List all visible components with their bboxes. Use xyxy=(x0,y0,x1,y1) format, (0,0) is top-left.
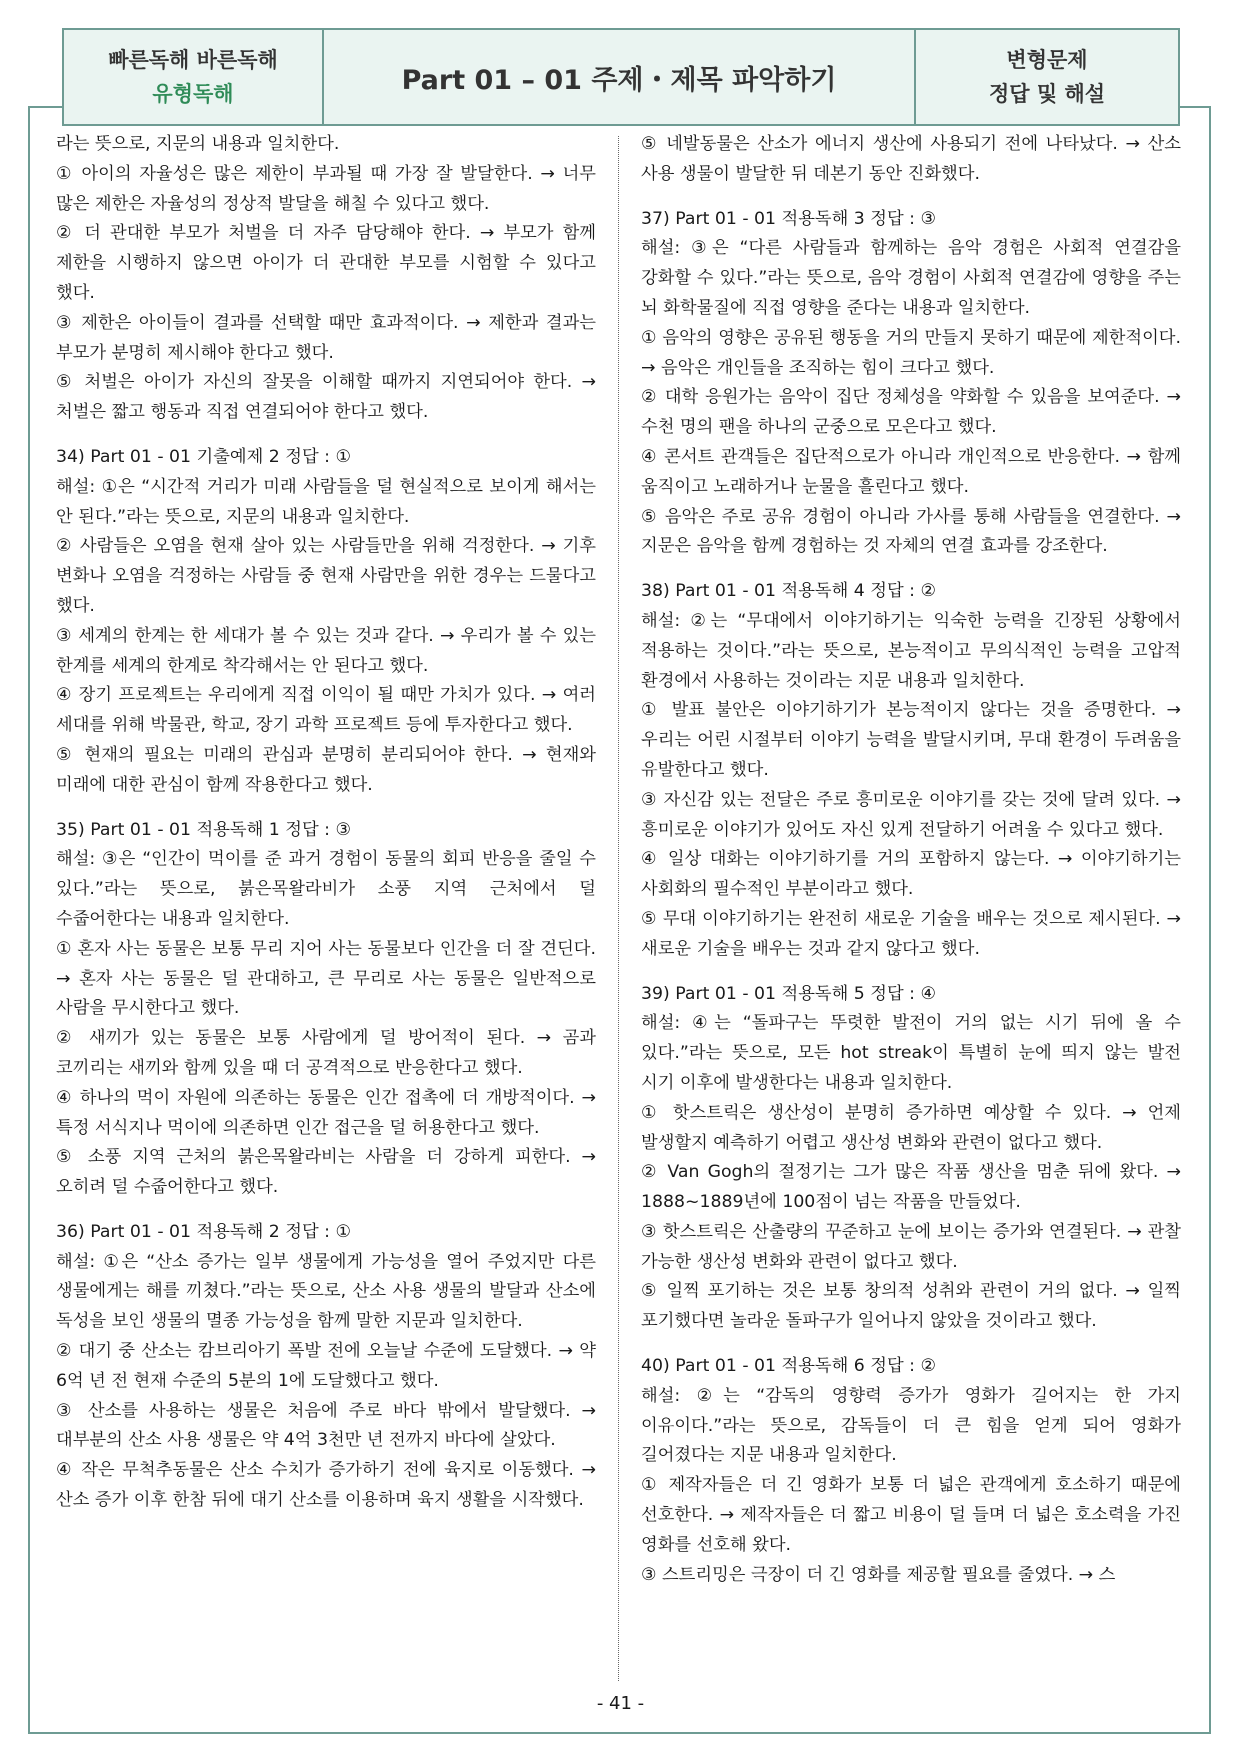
paragraph: ④ 작은 무척추동물은 산소 수치가 증가하기 전에 육지로 이동했다. → 산소 증가 이후 한참 뒤에 대기 산소를 이용하며 육지 생활을 시작했다. xyxy=(56,1460,596,1511)
column-divider xyxy=(618,136,619,1681)
book-title-cell xyxy=(64,30,324,124)
paragraph: 해설: ③은 “다른 사람들과 함께하는 음악 경험은 사회적 연결감을 강화할 수 있다.”라는 뜻으로, 음악 경험이 사회적 연결감에 영향을 주는 뇌 화학물질에 직접 영향을 준다는 내용과 일치한다. xyxy=(641,238,1181,318)
book-title: 빠른독해 바른독해 xyxy=(108,48,278,72)
paragraph: 39) Part 01 - 01 적용독해 5 정답 : ④ xyxy=(641,983,936,1004)
paragraph: ④ 장기 프로젝트는 우리에게 직접 이익이 될 때만 가치가 있다. → 여러 세대를 위해 박물관, 학교, 장기 과학 프로젝트 등에 투자한다고 했다. xyxy=(56,685,596,736)
paragraph: ④ 일상 대화는 이야기하기를 거의 포함하지 않는다. → 이야기하기는 사회화의 필수적인 부분이라고 했다. xyxy=(641,849,1181,900)
paragraph: 40) Part 01 - 01 적용독해 6 정답 : ② xyxy=(641,1356,936,1377)
paragraph: ① 음악의 영향은 공유된 행동을 거의 만들지 못하기 때문에 제한적이다. → 음악은 개인들을 조직하는 힘이 크다고 했다. xyxy=(641,327,1181,378)
paragraph: ① 혼자 사는 동물은 보통 무리 지어 사는 동물보다 인간을 더 잘 견딘다. → 혼자 사는 동물은 덜 관대하고, 큰 무리로 사는 동물은 일반적으로 사람을 무시한다고 했다. xyxy=(56,938,596,1019)
paragraph: ③ 세계의 한계는 한 세대가 볼 수 있는 것과 같다. → 우리가 볼 수 있는 한계를 세계의 한계로 착각해서는 안 된다고 했다. xyxy=(56,625,596,676)
paragraph: ④ 하나의 먹이 자원에 의존하는 동물은 인간 접촉에 더 개방적이다. → 특정 서식지나 먹이에 의존하면 인간 접근을 덜 허용한다고 했다. xyxy=(56,1087,596,1138)
paragraph: ① 아이의 자율성은 많은 제한이 부과될 때 가장 잘 발달한다. → 너무 많은 제한은 자율성의 정상적 발달을 해칠 수 있다고 했다. xyxy=(56,163,596,214)
paragraph: 34) Part 01 - 01 기출예제 2 정답 : ① xyxy=(56,446,351,467)
paragraph: ② 대학 응원가는 음악이 집단 정체성을 약화할 수 있음을 보여준다. → 수천 명의 팬을 하나의 군중으로 모은다고 했다. xyxy=(641,387,1181,438)
paragraph: ① 발표 불안은 이야기하기가 본능적이지 않다는 것을 증명한다. → 우리는 어린 시절부터 이야기 능력을 발달시키며, 무대 환경이 두려움을 유발한다고 했다. xyxy=(641,700,1181,780)
paragraph: ② 대기 중 산소는 캄브리아기 폭발 전에 오늘날 수준에 도달했다. → 약 6억 년 전 현재 수준의 5분의 1에 도달했다고 했다. xyxy=(56,1341,596,1391)
paragraph-gap xyxy=(641,1337,1181,1352)
paragraph-gap xyxy=(641,965,1181,980)
paragraph: ① 핫스트릭은 생산성이 분명히 증가하면 예상할 수 있다. → 언제 발생할지 예측하기 어렵고 생산성 변화와 관련이 없다고 했다. xyxy=(641,1102,1181,1153)
paragraph-gap xyxy=(641,562,1181,577)
paragraph: ⑤ 현재의 필요는 미래의 관심과 분명히 분리되어야 한다. → 현재와 미래에 대한 관심이 함께 작용한다고 했다. xyxy=(56,744,596,795)
paragraph: ② 더 관대한 부모가 처벌을 더 자주 담당해야 한다. → 부모가 함께 제한을 시행하지 않으면 아이가 더 관대한 부모를 시험할 수 있다고 했다. xyxy=(56,223,596,303)
paragraph: ⑤ 음악은 주로 공유 경험이 아니라 가사를 통해 사람들을 연결한다. → 지문은 음악을 함께 경험하는 것 자체의 연결 효과를 강조한다. xyxy=(641,506,1181,557)
paragraph: 해설: ②는 “무대에서 이야기하기는 익숙한 능력을 긴장된 상황에서 적용하는 것이다.”라는 뜻으로, 본능적이고 무의식적인 능력을 고압적 환경에서 사용하는 것이라는 지문 내용과 일치한다. xyxy=(641,610,1181,691)
paragraph: ① 제작자들은 더 긴 영화가 보통 더 넓은 관객에게 호소하기 때문에 선호한다. → 제작자들은 더 짧고 비용이 덜 들며 더 넓은 호소력을 가진 영화를 선호해 왔다. xyxy=(641,1475,1181,1555)
section-sublabel: 정답 및 해설 xyxy=(988,82,1106,106)
paragraph: ③ 자신감 있는 전달은 주로 흥미로운 이야기를 갖는 것에 달려 있다. → 흥미로운 이야기가 있어도 자신 있게 전달하기 어려울 수 있다고 했다. xyxy=(641,789,1181,840)
paragraph-gap xyxy=(641,190,1181,205)
book-subtitle: 유형독해 xyxy=(152,82,234,106)
paragraph: ⑤ 소풍 지역 근처의 붉은목왈라비는 사람을 더 강하게 피한다. → 오히려 덜 수줍어한다고 했다. xyxy=(56,1147,596,1198)
paragraph: ③ 제한은 아이들이 결과를 선택할 때만 효과적이다. → 제한과 결과는 부모가 분명히 제시해야 한다고 했다. xyxy=(56,312,596,363)
paragraph-gap xyxy=(56,428,596,443)
paragraph-gap xyxy=(56,801,596,816)
paragraph: ④ 콘서트 관객들은 집단적으로가 아니라 개인적으로 반응한다. → 함께 움직이고 노래하거나 눈물을 흘린다고 했다. xyxy=(641,446,1181,497)
right-column xyxy=(641,130,1181,1590)
left-column xyxy=(56,130,596,1516)
paragraph: 35) Part 01 - 01 적용독해 1 정답 : ③ xyxy=(56,819,351,840)
paragraph: 해설: ①은 “시간적 거리가 미래 사람들을 덜 현실적으로 보이게 해서는 안 된다.”라는 뜻으로, 지문의 내용과 일치한다. xyxy=(56,476,596,527)
page-number: - 41 - xyxy=(596,1693,645,1714)
chapter-title-cell xyxy=(324,30,914,124)
chapter-title: Part 01 – 01 주제・제목 파악하기 xyxy=(401,64,837,96)
paragraph: ② 사람들은 오염을 현재 살아 있는 사람들만을 위해 걱정한다. → 기후 변화나 오염을 걱정하는 사람들 중 현재 사람만을 위한 경우는 드물다고 했다. xyxy=(56,536,596,616)
paragraph: 36) Part 01 - 01 적용독해 2 정답 : ① xyxy=(56,1221,351,1242)
paragraph: 라는 뜻으로, 지문의 내용과 일치한다. xyxy=(56,134,340,154)
paragraph: ③ 핫스트릭은 산출량의 꾸준하고 눈에 보이는 증가와 연결된다. → 관찰 가능한 생산성 변화와 관련이 없다고 했다. xyxy=(641,1221,1181,1272)
paragraph: ⑤ 일찍 포기하는 것은 보통 창의적 성취와 관련이 거의 없다. → 일찍 포기했다면 놀라운 돌파구가 일어나지 않았을 것이라고 했다. xyxy=(641,1281,1181,1332)
page-header xyxy=(62,28,1180,126)
paragraph: 해설: ①은 “산소 증가는 일부 생물에게 가능성을 열어 주었지만 다른 생물에게는 해를 끼쳤다.”라는 뜻으로, 산소 사용 생물의 발달과 산소에 독성을 보인 생물의 멸종 가능성을 함께 말한 지문과 일치한다. xyxy=(56,1251,596,1332)
paragraph-gap xyxy=(56,1203,596,1218)
section-label-cell xyxy=(914,30,1178,124)
paragraph: 해설: ④는 “돌파구는 뚜렷한 발전이 거의 없는 시기 뒤에 올 수 있다.”라는 뜻으로, 모든 hot streak이 특별히 눈에 띄지 않는 발전 시기 이후에 발생한다는 내용과 일치한다. xyxy=(641,1013,1181,1093)
paragraph: ⑤ 처벌은 아이가 자신의 잘못을 이해할 때까지 지연되어야 한다. → 처벌은 짧고 행동과 직접 연결되어야 한다고 했다. xyxy=(56,372,596,423)
paragraph: 해설: ②는 “감독의 영향력 증가가 영화가 길어지는 한 가지 이유이다.”라는 뜻으로, 감독들이 더 큰 힘을 얻게 되어 영화가 길어졌다는 지문 내용과 일치한다. xyxy=(641,1385,1181,1466)
paragraph: 해설: ③은 “인간이 먹이를 준 과거 경험이 동물의 회피 반응을 줄일 수 있다.”라는 뜻으로, 붉은목왈라비가 소풍 지역 근처에서 덜 수줍어한다는 내용과 일치한다. xyxy=(56,849,596,929)
paragraph: 37) Part 01 - 01 적용독해 3 정답 : ③ xyxy=(641,208,936,229)
paragraph: ⑤ 무대 이야기하기는 완전히 새로운 기술을 배우는 것으로 제시된다. → 새로운 기술을 배우는 것과 같지 않다고 했다. xyxy=(641,908,1181,959)
paragraph: ③ 스트리밍은 극장이 더 긴 영화를 제공할 필요를 줄였다. → 스 xyxy=(641,1564,1116,1585)
paragraph: ② Van Gogh의 절정기는 그가 많은 작품 생산을 멈춘 뒤에 왔다. → 1888~1889년에 100점이 넘는 작품을 만들었다. xyxy=(641,1162,1181,1213)
paragraph: ② 새끼가 있는 동물은 보통 사람에게 덜 방어적이 된다. → 곰과 코끼리는 새끼와 함께 있을 때 더 공격적으로 반응한다고 했다. xyxy=(56,1028,596,1078)
paragraph: ③ 산소를 사용하는 생물은 처음에 주로 바다 밖에서 발달했다. → 대부분의 산소 사용 생물은 약 4억 3천만 년 전까지 바다에 살았다. xyxy=(56,1400,596,1451)
paragraph: 38) Part 01 - 01 적용독해 4 정답 : ② xyxy=(641,581,936,602)
section-label: 변형문제 xyxy=(1006,48,1088,72)
paragraph: ⑤ 네발동물은 산소가 에너지 생산에 사용되기 전에 나타났다. → 산소 사용 생물이 발달한 뒤 데본기 동안 진화했다. xyxy=(641,134,1181,184)
